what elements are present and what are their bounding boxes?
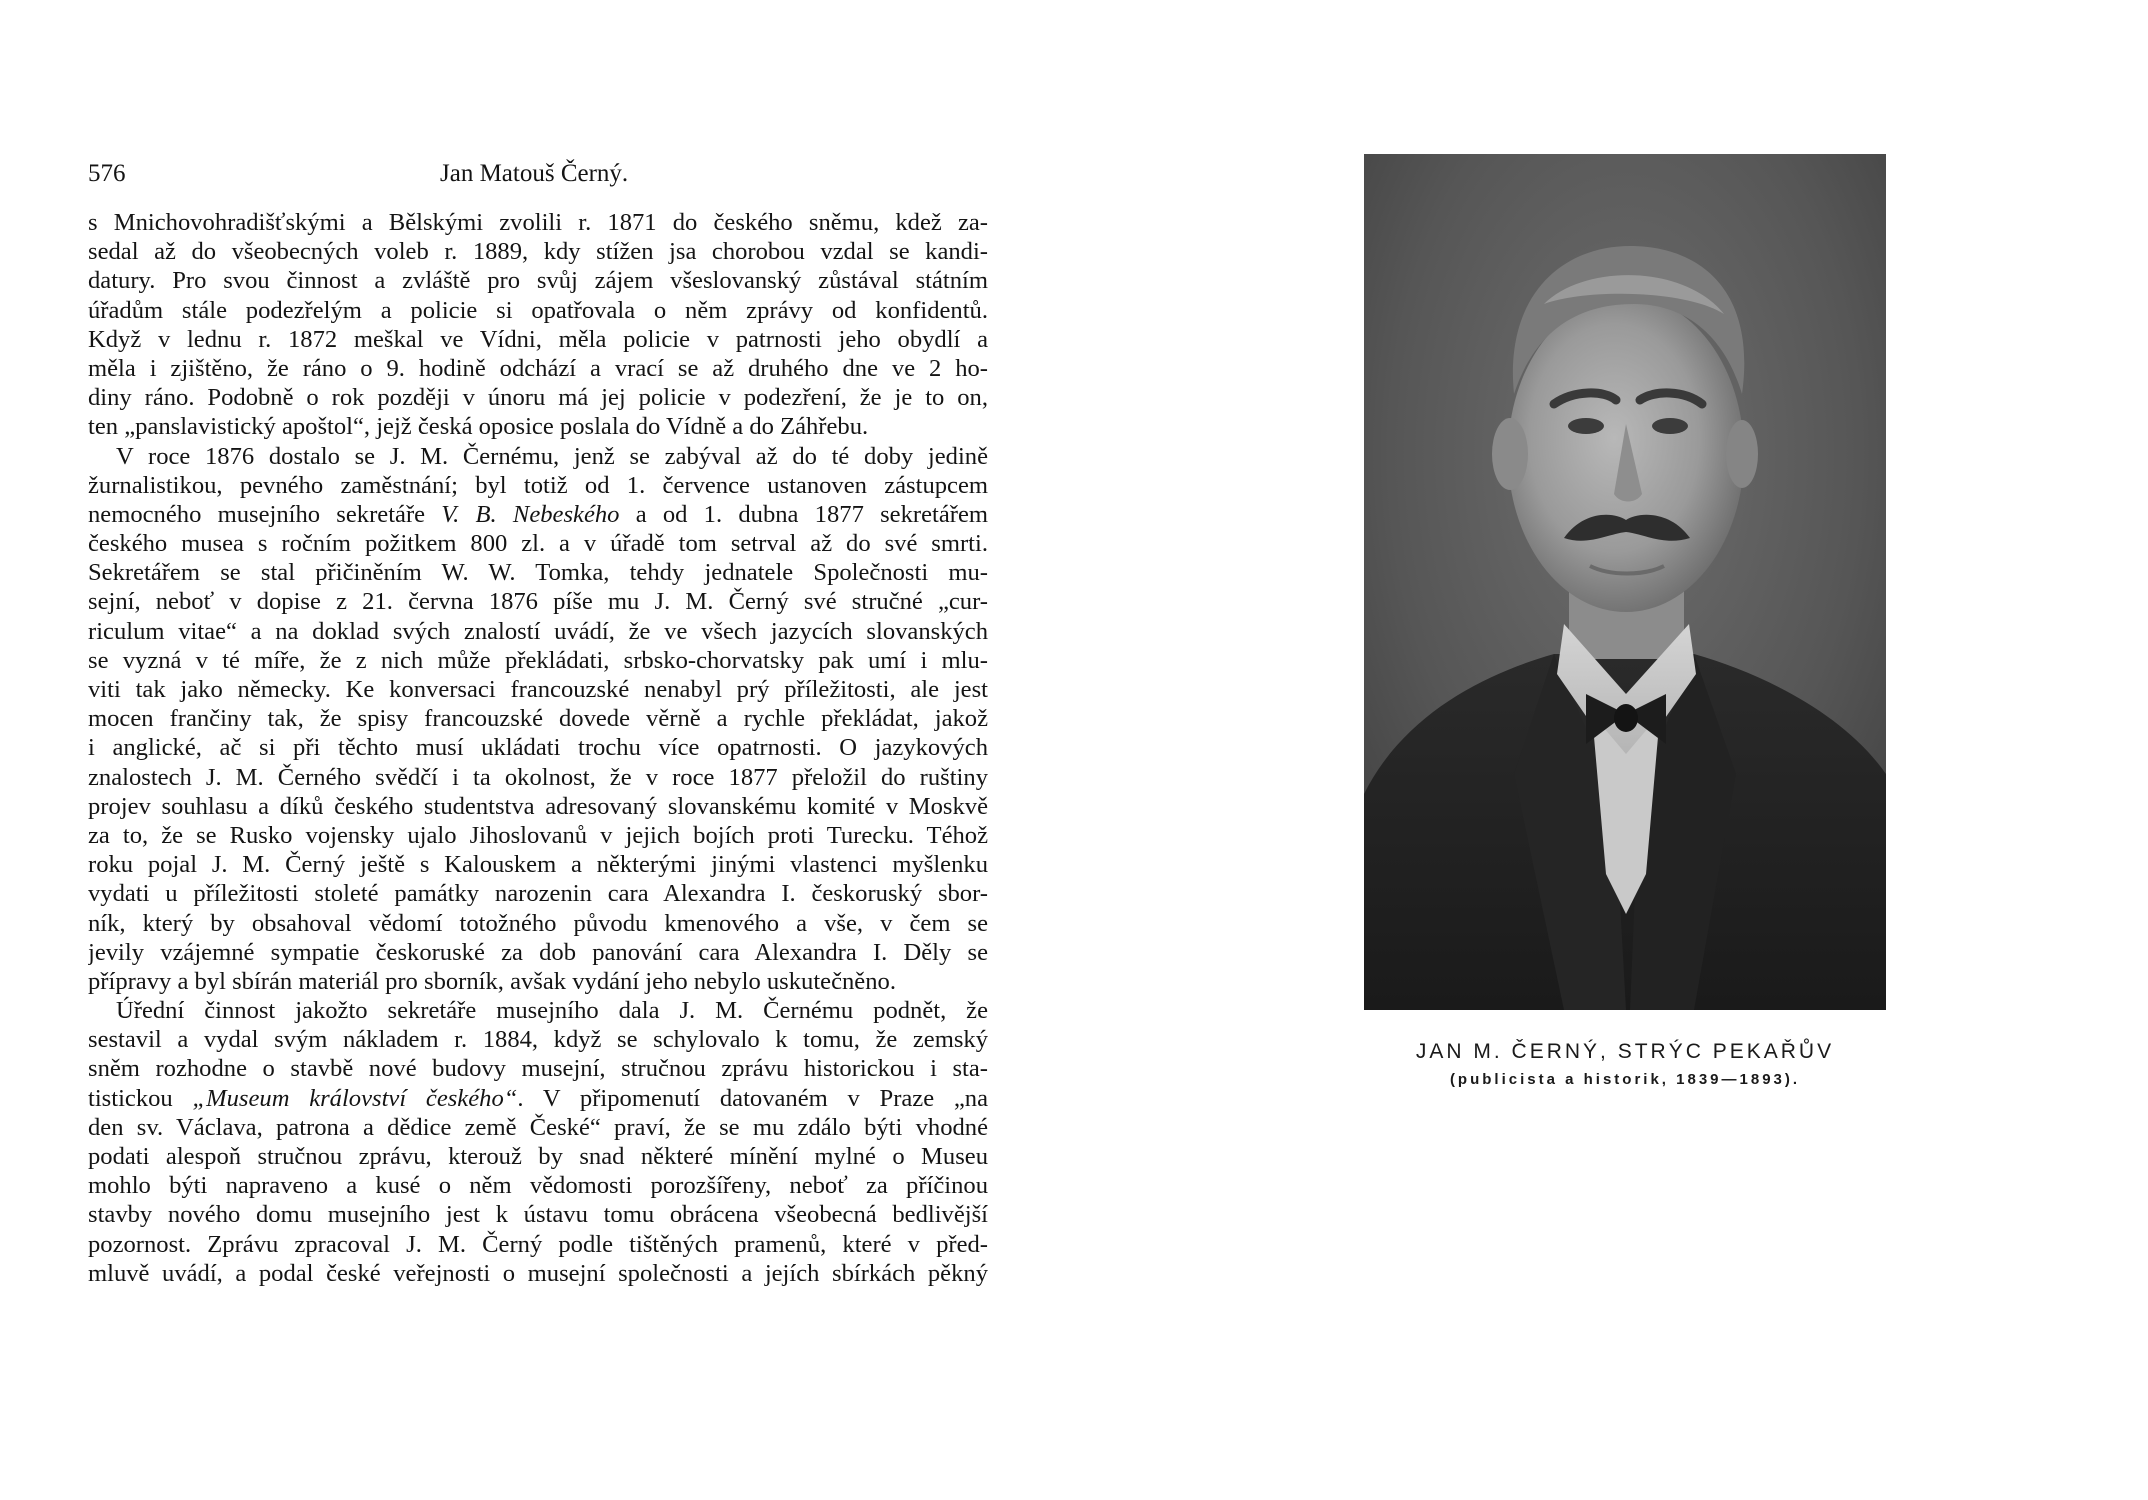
text-line: ník, který by obsahoval vědomí totožného původu kmenového a vše, v čem se	[88, 909, 988, 937]
text-line: roku pojal J. M. Černý ještě s Kalouskem a některými jinými vlastenci myšlenku	[88, 851, 988, 879]
text-line: sněm rozhodne o stavbě nové budovy musejní, stručnou zprávu historickou i sta-	[88, 1055, 988, 1083]
text-line: úřadům stále podezřelým a policie si opatřovala o něm zprávy od konfidentů.	[88, 296, 988, 324]
text-line: nemocného musejního sekretáře V. B. Nebeského a od 1. dubna 1877 sekretářem	[88, 500, 988, 528]
text-line: viti tak jako německy. Ke konversaci francouzské nenabyl prý příležitosti, ale jest	[88, 676, 988, 703]
text-line: i anglické, ač si při těchto musí ukládati trochu více opatrnosti. O jazykových	[88, 734, 988, 762]
text-line: měla i zjištěno, že ráno o 9. hodině odchází a vrací se až druhého dne ve 2 ho-	[88, 354, 988, 382]
italic-title: „Museum království českého“	[192, 1084, 518, 1112]
text-line: tistickou „Museum království českého“. V připomenutí datovaném v Praze „na	[88, 1084, 988, 1112]
text-line: za to, že se Rusko vojensky ujalo Jihoslovanů v jejich bojích proti Turecku. Téhož	[88, 821, 988, 849]
text-line: znalostech J. M. Černého svědčí i ta okolnost, že v roce 1877 přeložil do ruštiny	[88, 763, 988, 791]
text-line: ten „panslavistický apoštol“, jejž česká oposice poslala do Vídně a do Záhřebu.	[88, 413, 869, 441]
text-line: datury. Pro svou činnost a zvláště pro svůj zájem všeslovanský zůstával státním	[88, 267, 988, 295]
text-line: přípravy a byl sbírán materiál pro sborník, avšak vydání jeho nebylo uskutečněno.	[88, 967, 896, 995]
text-line: stavby nového domu musejního jest k ústavu tomu obrácena všeobecná bedlivější	[88, 1201, 988, 1229]
figure-caption-subtitle: (publicista a historik, 1839—1893).	[1449, 1071, 1801, 1088]
running-head	[88, 160, 988, 200]
text-line: sedal až do všeobecných voleb r. 1889, kdy stížen jsa chorobou vzdal se kandi-	[88, 238, 988, 266]
text-line: riculum vitae“ a na doklad svých znalostí uvádí, že ve všech jazycích slovanských	[88, 617, 988, 645]
figure-caption-title: JAN M. ČERNÝ, STRÝC PEKAŘŮV	[1415, 1040, 1835, 1063]
left-page	[88, 160, 988, 1288]
portrait-illustration	[1364, 154, 1886, 1010]
text-line: mluvě uvádí, a podal české veřejnosti o musejní společnosti a jejích sbírkách pěkný	[88, 1259, 988, 1287]
text-line: podati alespoň stručnou zprávu, kterouž by snad některé mínění mylné o Museu	[88, 1143, 988, 1170]
text-line: vydati u příležitosti stoleté památky narozenin cara Alexandra I. českoruský sbor-	[88, 880, 988, 908]
text-line: s Mnichovohradišťskými a Bělskými zvolili r. 1871 do českého sněmu, kdež za-	[88, 209, 988, 236]
text-line: sestavil a vydal svým nákladem r. 1884, když se schylovalo k tomu, že zemský	[88, 1026, 988, 1054]
text-line: sejní, neboť v dopise z 21. června 1876 píše mu J. M. Černý své stručné „cur-	[88, 588, 988, 616]
text-line: žurnalistikou, pevného zaměstnání; byl totiž od 1. července ustanoven zástupcem	[88, 471, 988, 499]
text-line: Úřední činnost jakožto sekretáře musejního dala J. M. Černému podnět, že	[116, 997, 988, 1025]
text-line: mohlo býti napraveno a kusé o něm vědomosti porozšířeny, neboť za příčinou	[88, 1172, 988, 1200]
text-line: jevily vzájemné sympatie českoruské za dob panování cara Alexandra I. Děly se	[88, 938, 988, 966]
italic-title: V. B. Nebeského	[441, 500, 620, 528]
text-line: projev souhlasu a díků českého studentstva adresovaný slovanskému komité v Moskvě	[88, 792, 988, 820]
text-line: Sekretářem se stal přičiněním W. W. Tomka, tehdy jednatele Společnosti mu-	[88, 559, 988, 587]
text-line: den sv. Václava, patrona a dědice země České“ praví, že se mu zdálo býti vhodné	[88, 1113, 988, 1141]
text-line: se vyzná v té míře, že z nich může překládati, srbsko-chorvatsky pak umí i mlu-	[88, 646, 988, 674]
text-line: mocen frančiny tak, že spisy francouzské dovede věrně a rychle překládat, jakož	[88, 705, 988, 733]
running-title: Jan Matouš Černý.	[440, 160, 629, 187]
text-line: V roce 1876 dostalo se J. M. Černému, jenž se zabýval až do té doby jedině	[116, 442, 988, 470]
page-number: 576	[88, 160, 126, 187]
body-text	[88, 208, 988, 1288]
portrait-photo	[1364, 154, 1886, 1010]
text-line: českého musea s ročním požitkem 800 zl. a v úřadě tom setrval až do své smrti.	[88, 530, 988, 558]
text-line: pozornost. Zprávu zpracoval J. M. Černý podle tištěných pramenů, které v před-	[88, 1230, 988, 1258]
text-line: diny ráno. Podobně o rok později v únoru má jej policie v podezření, že je to on,	[88, 384, 988, 412]
text-line: Když v lednu r. 1872 meškal ve Vídni, měla policie v patrnosti jeho obydlí a	[88, 325, 988, 353]
